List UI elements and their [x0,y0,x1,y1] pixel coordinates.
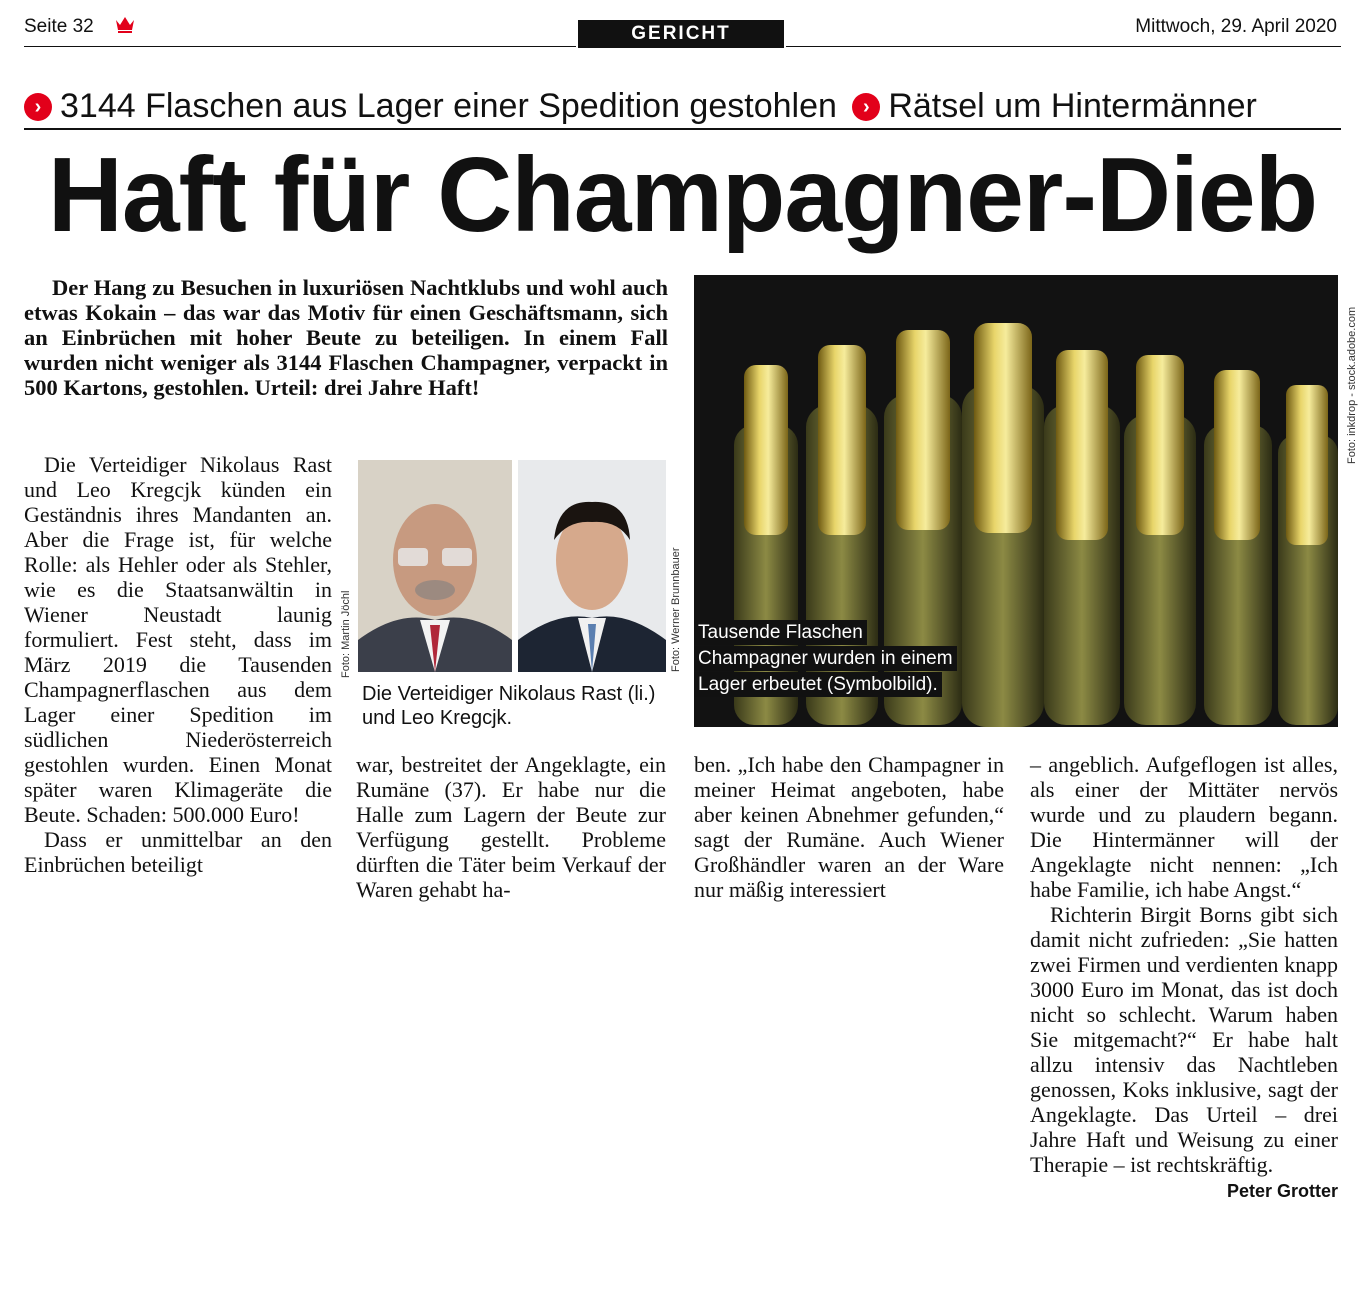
body-paragraph: ben. „Ich habe den Champagner in meiner Heimat angeboten, habe aber keinen Abnehmer gefunden,“ sagt der Rumäne. Auch Wiener Großhändler waren an der Ware nur mäßig interessiert [694,752,1004,902]
lead-paragraph: Der Hang zu Besuchen in luxuriösen Nachtklubs und wohl auch etwas Kokain – das war das Motiv für einen Geschäftsmann, sich an Einbrüchen mit hoher Beute zu beteiligen. In einem Fall wurden nicht weniger als 3144 Flaschen Champagner, verpackt in 500 Kartons, gestohlen. Urteil: drei Jahre Haft! [24,275,668,400]
photo-credit-big: Foto: inkdrop - stock.adobe.com [1346,306,1358,464]
author-byline: Peter Grotter [1226,1181,1338,1201]
photo-caption-small: Die Verteidiger Nikolaus Rast (li.) und Leo Kregcjk. [362,683,656,729]
kicker-part-1: 3144 Flaschen aus Lager einer Spedition gestohlen [60,87,837,125]
chevron-right-icon: › [24,93,52,121]
headline: Haft für Champagner-Dieb [47,136,1318,254]
body-paragraph: Die Verteidiger Nikolaus Rast und Leo Kregcjk künden ein Geständnis ihres Mandanten an. Aber die Frage ist, für welche Rolle: als Hehler oder als Stehler, wie es die Staatsanwältin in Wiener Neustadt launig formuliert. Fest steht, dass im März 2019 die Tausenden Champagnerflaschen aus dem Lager einer Spedition im südlichen Niederösterreich gestohlen wurden. Einen Monat später waren Klimageräte die Beute. Schaden: 500.000 Euro! [24,452,332,827]
chevron-right-icon: › [852,93,880,121]
article-column-1 [24,452,332,877]
header-rule-left [24,46,576,47]
caption-line: Lager erbeutet (Symbolbild). [694,672,942,697]
caption-line: Champagner wurden in einem [694,646,957,671]
body-text: Richterin Birgit Borns gibt sich damit nicht zufrieden: „Sie hatten zwei Firmen und verdienten knapp 3000 Euro im Monat, das ist doch nicht so schlecht. Warum haben Sie mitgemacht?“ Er habe halt allzu intensiv das Nachtleben genossen, Koks inklusive, sagt der Angeklagte. Das Urteil – drei Jahre Haft und Weisung zu einer Therapie – ist rechtskräftig. [1030,902,1338,1177]
caption-line: Tausende Flaschen [694,620,867,645]
article-column-2 [356,752,666,902]
photo-credit-left: Foto: Martin Jöchl [340,590,352,678]
kicker-part-2: Rätsel um Hintermänner [888,87,1257,125]
header-rule-right [786,46,1341,47]
photo-nikolaus-rast [358,460,512,672]
photo-caption-big [694,620,1034,698]
article-column-4 [1030,752,1338,1204]
photo-leo-kregcjk [518,460,666,672]
body-paragraph: war, bestreitet der Angeklagte, ein Rumäne (37). Er habe nur die Halle zum Lagern der Beute zur Verfügung gestellt. Probleme dürften die Täter beim Verkauf der Waren gehabt ha- [356,752,666,902]
body-paragraph: – angeblich. Aufgeflogen ist alles, als einer der Mittäter nervös wurde und zu plaudern begann. Die Hintermänner will der Angeklagte nicht nennen: „Ich habe Familie, ich habe Angst.“ [1030,752,1338,902]
crown-icon [114,14,136,34]
kicker-line [24,84,1344,128]
body-paragraph [1030,902,1338,1201]
body-paragraph: Dass er unmittelbar an den Einbrüchen beteiligt [24,827,332,877]
page-number: Seite 32 [24,16,94,37]
issue-date: Mittwoch, 29. April 2020 [1135,16,1337,37]
photo-credit-right: Foto: Werner Brunnbauer [670,547,682,672]
section-label: GERICHT [578,20,784,48]
article-column-3 [694,752,1004,902]
